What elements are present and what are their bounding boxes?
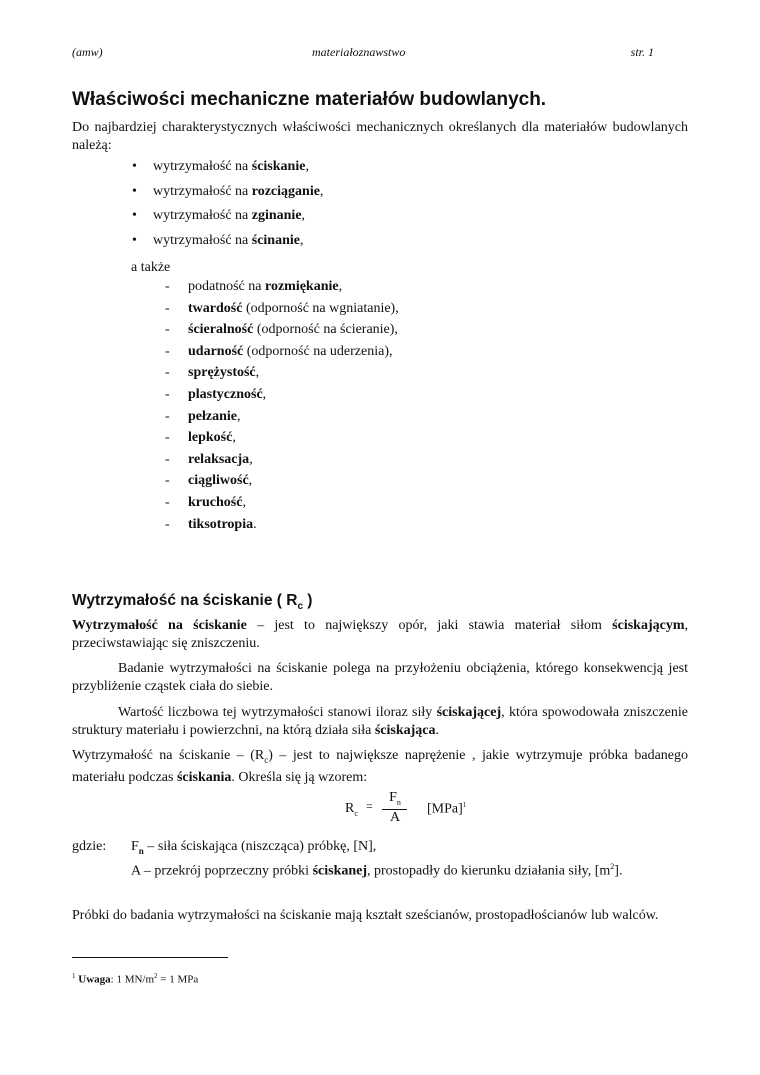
dash-item [165, 451, 253, 470]
definition-paragraph [72, 617, 688, 653]
dash-icon: - [165, 516, 170, 532]
text: wytrzymałość na [153, 183, 252, 199]
text: , prostopadły do kierunku działania siły, [m [367, 863, 611, 879]
bullet-text [153, 208, 305, 224]
text: . [435, 723, 440, 738]
text: wytrzymałość na [153, 232, 252, 248]
bold-term: ściskająca [374, 723, 436, 738]
unit-text: [MPa] [427, 801, 463, 817]
bold-term: ścinanie [251, 232, 300, 248]
dash-item [165, 495, 246, 513]
text: , [299, 232, 304, 248]
dash-icon: - [165, 365, 170, 381]
text: – siła ściskająca (niszcząca) próbkę, [N], [143, 839, 377, 854]
superscript: 2 [610, 862, 615, 871]
formula-lhs [345, 801, 358, 818]
text: , [237, 408, 241, 424]
dash-text [188, 430, 236, 446]
text: podatność na [188, 279, 265, 294]
stress-paragraph [72, 747, 688, 787]
formula-unit [427, 801, 466, 818]
bold-term: relaksacja [188, 451, 250, 467]
text: (odporność na wgniatanie), [242, 300, 399, 316]
dash-icon: - [165, 408, 170, 424]
dash-item [165, 300, 399, 319]
dash-text [188, 279, 342, 295]
where-label: gdzie: [72, 839, 107, 854]
text: : 1 MN/m [110, 973, 155, 986]
footnote-divider [72, 957, 228, 958]
dash-icon: - [165, 279, 170, 294]
dash-item [165, 365, 260, 383]
text: . Określa się ją wzorem: [231, 769, 368, 785]
text: (odporność na uderzenia), [243, 343, 393, 359]
bold-term: ściskanie [251, 159, 306, 174]
bold-term: plastyczność [188, 387, 263, 402]
text: , która spowodowała zniszczenie struktury materiału i powierzchni, na którą działa siła [72, 705, 688, 738]
bold-term: tiksotropia [188, 516, 254, 532]
footnote [72, 972, 198, 986]
section-title: Wytrzymałość na ściskanie ( R [72, 592, 298, 609]
test-paragraph: Badanie wytrzymałości na ściskanie polega na przyłożeniu obciążenia, którego konsekwencją jest przybliżenie cząstek ciała do siebie. [72, 661, 688, 694]
bold-term: Wytrzymałość na ściskanie [72, 618, 247, 633]
bold-term: kruchość [188, 495, 243, 510]
dash-icon: - [165, 322, 170, 338]
dash-text [188, 452, 253, 468]
dash-icon: - [165, 430, 170, 446]
bold-term: rozmiękanie [264, 279, 339, 294]
value-paragraph [72, 704, 688, 740]
text: , [232, 430, 236, 446]
dash-item [165, 322, 398, 340]
text: , [249, 451, 253, 467]
section-heading [72, 592, 312, 612]
dash-text [188, 387, 266, 403]
bullet-text [153, 159, 309, 175]
dash-text [188, 344, 393, 360]
bullet-icon: • [132, 183, 137, 199]
text: (odporność na ścieranie), [253, 322, 398, 338]
dash-item [165, 343, 393, 362]
text: , [305, 159, 309, 174]
where-line-force [131, 838, 376, 860]
bold-term: ciągliwość [188, 473, 249, 489]
bullet-icon: • [132, 232, 137, 248]
text: , [255, 365, 260, 381]
sample-paragraph: Próbki do badania wytrzymałości na ściskanie mają kształt sześcianów, prostopadłościanów lub walców. [72, 908, 659, 923]
text: ]. [614, 863, 623, 879]
dash-text [188, 301, 399, 317]
text: , przeciwstawiając się zniszczeniu. [72, 618, 688, 651]
header-page-number: str. 1 [630, 45, 654, 59]
dash-text [188, 495, 246, 511]
dash-text [188, 409, 241, 425]
footnote-ref: 1 [462, 801, 467, 809]
header-left: (amw) [72, 45, 103, 59]
dash-icon: - [165, 387, 170, 402]
bullet-text [153, 184, 323, 200]
also-label: a także [131, 260, 171, 275]
bullet-icon: • [132, 159, 137, 174]
superscript: 2 [154, 972, 158, 980]
formula-num-sub: n [396, 797, 401, 807]
section-title-sub: c [297, 601, 303, 613]
text: A – przekrój poprzeczny próbki [131, 863, 313, 879]
bullet-icon: • [132, 208, 137, 223]
dash-icon: - [165, 343, 170, 359]
dash-icon: - [165, 300, 170, 316]
dash-icon: - [165, 495, 170, 510]
section-title-end: ) [303, 592, 313, 609]
text: , [262, 387, 267, 402]
text: , [301, 208, 306, 223]
dash-item [165, 430, 236, 448]
bold-term: ściskającej [436, 705, 502, 720]
bold-term: pełzanie [188, 408, 237, 424]
intro-paragraph: Do najbardziej charakterystycznych właściwości mechanicznych określanych dla materiałów budowlanych należą: [72, 120, 688, 153]
where-line-area [131, 858, 622, 881]
text: , [242, 495, 246, 510]
dash-item [165, 473, 253, 491]
dash-icon: - [165, 451, 170, 467]
footnote-number: 1 [72, 972, 76, 980]
text: ) – jest to największe naprężenie , jakie wytrzymuje próbka badanego materiału podczas [72, 748, 688, 785]
page-title: Właściwości mechaniczne materiałów budowlanych. [72, 89, 547, 110]
formula-num-symbol: F [389, 790, 397, 805]
dash-text [188, 473, 252, 489]
text: . [253, 516, 257, 532]
dash-item [165, 516, 257, 535]
text: Wartość liczbowa tej wytrzymałości stanowi iloraz siły [118, 705, 437, 720]
formula-equals: = [366, 799, 373, 813]
bold-term: udarność [188, 343, 244, 359]
text: – jest to największy opór, jaki stawia materiał siłom [246, 618, 613, 633]
dash-text [188, 322, 398, 338]
text: , [338, 279, 343, 294]
formula [345, 790, 495, 830]
dash-text [188, 517, 257, 533]
dash-item [165, 408, 241, 427]
formula-numerator [384, 790, 406, 807]
bold-term: ściskania [176, 769, 232, 785]
bold-term: zginanie [251, 208, 302, 223]
header-center: materiałoznawstwo [312, 45, 406, 59]
bold-term: twardość [188, 300, 243, 316]
subscript: c [264, 754, 269, 765]
bold-term: Uwaga [78, 973, 111, 986]
formula-lhs-symbol: R [345, 801, 355, 816]
formula-denominator: A [389, 810, 401, 825]
text: wytrzymałość na [153, 208, 252, 223]
page-header [72, 45, 654, 63]
bold-term: rozciąganie [251, 183, 320, 199]
dash-item [165, 279, 343, 297]
bold-term: ścieralność [188, 322, 254, 338]
subscript: n [138, 845, 144, 856]
bold-term: ściskanej [312, 863, 368, 879]
text: wytrzymałość na [153, 159, 252, 174]
text: Wytrzymałość na ściskanie – (R [72, 748, 265, 763]
bold-term: sprężystość [188, 365, 256, 381]
formula-lhs-sub: c [354, 808, 358, 818]
text: , [248, 473, 253, 489]
text: , [319, 183, 324, 199]
bold-term: lepkość [188, 430, 233, 446]
dash-icon: - [165, 473, 170, 489]
bold-term: ściskającym [612, 618, 685, 633]
bullet-text [153, 233, 303, 249]
dash-item [165, 387, 267, 405]
dash-text [188, 365, 259, 381]
text: = 1 MPa [157, 973, 199, 986]
symbol: F [131, 839, 139, 854]
